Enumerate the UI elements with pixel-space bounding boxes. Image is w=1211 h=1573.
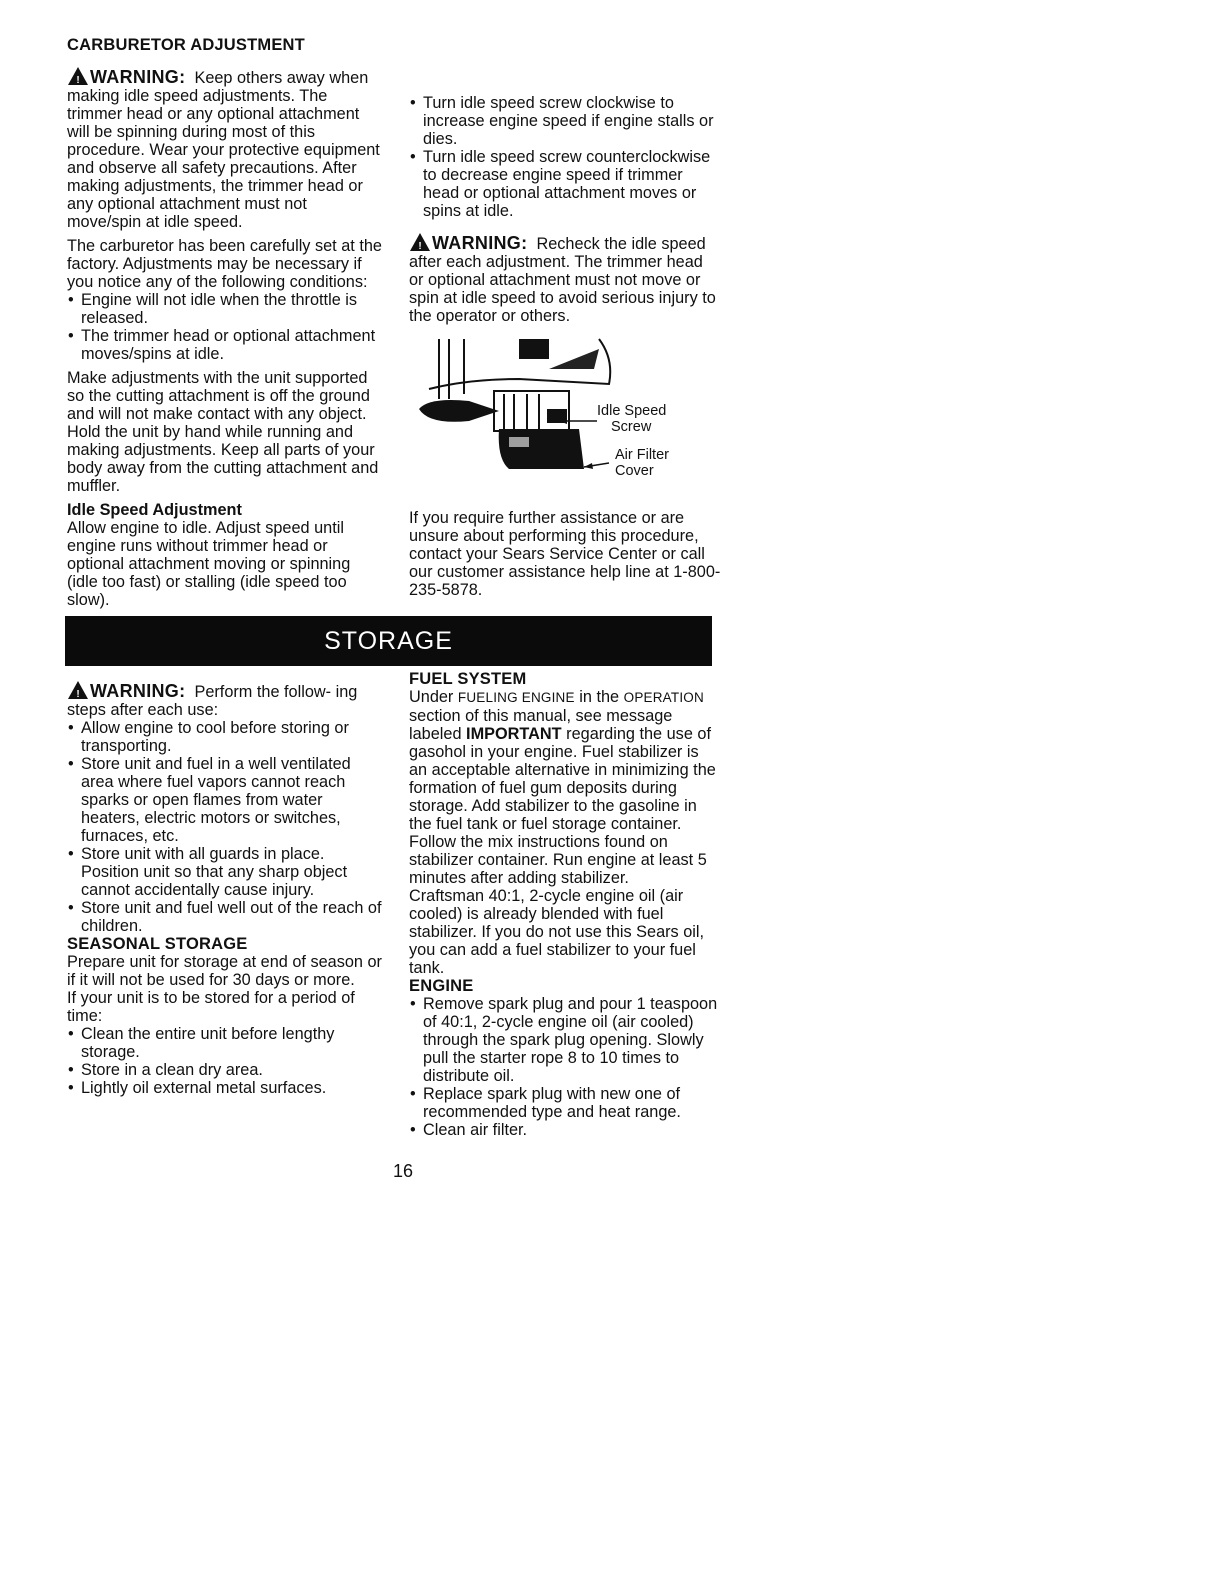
label-line: Air Filter xyxy=(615,447,669,463)
storage-right-column xyxy=(409,670,721,1139)
svg-text:!: ! xyxy=(418,241,422,252)
label-line: Idle Speed xyxy=(597,403,667,419)
fueling-engine-reference: FUELING ENGINE xyxy=(457,690,575,705)
label-line: Cover xyxy=(615,463,654,479)
conditions-list xyxy=(67,291,385,363)
warning-paragraph xyxy=(67,66,385,231)
list-item: • Allow engine to cool before storing or transporting. xyxy=(67,719,385,755)
storage-banner xyxy=(65,616,712,666)
period-steps-list xyxy=(67,1025,385,1097)
engine-heading: ENGINE xyxy=(409,977,474,995)
carburetor-figure xyxy=(409,339,721,509)
warning-triangle-icon xyxy=(67,66,89,86)
period-text: If your unit is to be stored for a period of time: xyxy=(67,989,355,1025)
list-item: • Turn idle speed screw clockwise to increase engine speed if engine stalls or dies. xyxy=(409,94,721,148)
air-filter-cover-label xyxy=(615,447,669,479)
carburetor-heading: CARBURETOR ADJUSTMENT xyxy=(67,36,305,54)
operation-reference: OPERATION xyxy=(623,690,704,705)
list-item: • Remove spark plug and pour 1 teaspoon of 40:1, 2-cycle engine oil (air cooled) through the spark plug opening. Slowly pull the starter rope 8 to 10 times to distribute oil. xyxy=(409,995,721,1085)
idle-speed-continued xyxy=(409,36,721,599)
warning-lead: Keep others away xyxy=(194,69,325,87)
storage-banner-title: STORAGE xyxy=(324,627,453,655)
storage-left-column xyxy=(67,680,385,1097)
engine-steps-list xyxy=(409,995,721,1139)
fuel-text-part: regarding the use of gasohol in your engine. Fuel stabilizer is an acceptable alternative in minimizing the formation of fuel gum deposits during storage. Add stabilizer to the gasoline in the fuel tank or fuel storage container. Follow the mix instructions found on stabilizer container. Run engine at least 5 minutes after adding stabilizer. xyxy=(409,725,716,887)
svg-text:!: ! xyxy=(76,75,80,86)
page-number: 16 xyxy=(393,1161,414,1181)
fuel-system-text xyxy=(409,688,721,887)
list-item: • Engine will not idle when the throttle is released. xyxy=(67,291,385,327)
warning-paragraph-2 xyxy=(409,232,721,325)
list-item: • Store unit and fuel in a well ventilated area where fuel vapors cannot reach sparks or open flames from water heaters, electric motors or switches, furnaces, etc. xyxy=(67,755,385,845)
warning-triangle-icon xyxy=(409,232,431,252)
idle-speed-heading: Idle Speed Adjustment xyxy=(67,501,242,519)
list-item: • Clean the entire unit before lengthy storage. xyxy=(67,1025,385,1061)
carburetor-illustration xyxy=(409,339,721,509)
idle-speed-screw-label xyxy=(597,403,666,435)
fuel-text-part: Under xyxy=(409,688,454,706)
make-adjustments-text: Make adjustments with the unit supported so the cutting attachment is off the ground and will not make contact with any object. Hold the unit by hand while running and making adjustments. Keep all parts of your body away from the cutting attachment and muffler. xyxy=(67,369,379,495)
warning-text: ing steps after each use: xyxy=(67,683,358,719)
craftsman-oil-text: Craftsman 40:1, 2-cycle engine oil (air cooled) is already blended with fuel stabilizer. If you do not use this Sears oil, you can add a fuel stabilizer to your fuel tank. xyxy=(409,887,705,977)
list-item: • Lightly oil external metal surfaces. xyxy=(67,1079,385,1097)
fuel-text-part: in the xyxy=(579,688,620,706)
list-item: • Replace spark plug with new one of recommended type and heat range. xyxy=(409,1085,721,1121)
seasonal-storage-heading: SEASONAL STORAGE xyxy=(67,935,248,953)
list-item: • Clean air filter. xyxy=(409,1121,721,1139)
list-item: • Turn idle speed screw counterclockwise to decrease engine speed if trimmer head or optional attachment moves or spins at idle. xyxy=(409,148,721,220)
warning-lead: Recheck the idle xyxy=(536,235,657,253)
seasonal-storage-text: Prepare unit for storage at end of season or if it will not be used for 30 days or more. xyxy=(67,953,382,989)
assistance-text: If you require further assistance or are unsure about performing this procedure, contact your Sears Service Center or call our customer assistance help line at 1-800-235-5878. xyxy=(409,509,721,599)
storage-steps-list xyxy=(67,719,385,935)
warning-text: when making idle speed adjustments. The trimmer head or any optional attachment will be spinning during most of this procedure. Wear your protective equipment and observe all safety precautions. After making adjustments, the trimmer head or any optional attachment must not move/spin at idle speed. xyxy=(67,69,380,231)
label-line: Screw xyxy=(611,419,652,435)
list-item: • Store in a clean dry area. xyxy=(67,1061,385,1079)
storage-warning xyxy=(67,680,385,719)
warning-text: speed after each adjustment. The trimmer head or optional attachment must not move or spin at idle speed to avoid serious injury to the operator or others. xyxy=(409,235,716,325)
idle-speed-text: Allow engine to idle. Adjust speed until engine runs without trimmer head or optional attachment moving or spinning (idle too fast) or stalling (idle speed too slow). xyxy=(67,519,351,609)
warning-word: WARNING: xyxy=(90,67,186,87)
list-item: • The trimmer head or optional attachment moves/spins at idle. xyxy=(67,327,385,363)
list-item: • Store unit with all guards in place. Position unit so that any sharp object cannot accidentally cause injury. xyxy=(67,845,385,899)
svg-text:!: ! xyxy=(76,689,80,700)
carburetor-adjustment-section xyxy=(67,36,385,609)
idle-steps-list xyxy=(409,94,721,220)
fuel-text-part: section of this manual, see message labeled xyxy=(409,707,673,743)
important-reference: IMPORTANT xyxy=(466,725,562,743)
warning-triangle-icon xyxy=(67,680,89,700)
warning-word: WARNING: xyxy=(432,233,528,253)
warning-word: WARNING: xyxy=(90,681,186,701)
carburetor-intro: The carburetor has been carefully set at the factory. Adjustments may be necessary if you notice any of the following conditions: xyxy=(67,237,382,291)
fuel-system-heading: FUEL SYSTEM xyxy=(409,670,527,688)
warning-lead: Perform the follow- xyxy=(194,683,332,701)
list-item: • Store unit and fuel well out of the reach of children. xyxy=(67,899,385,935)
